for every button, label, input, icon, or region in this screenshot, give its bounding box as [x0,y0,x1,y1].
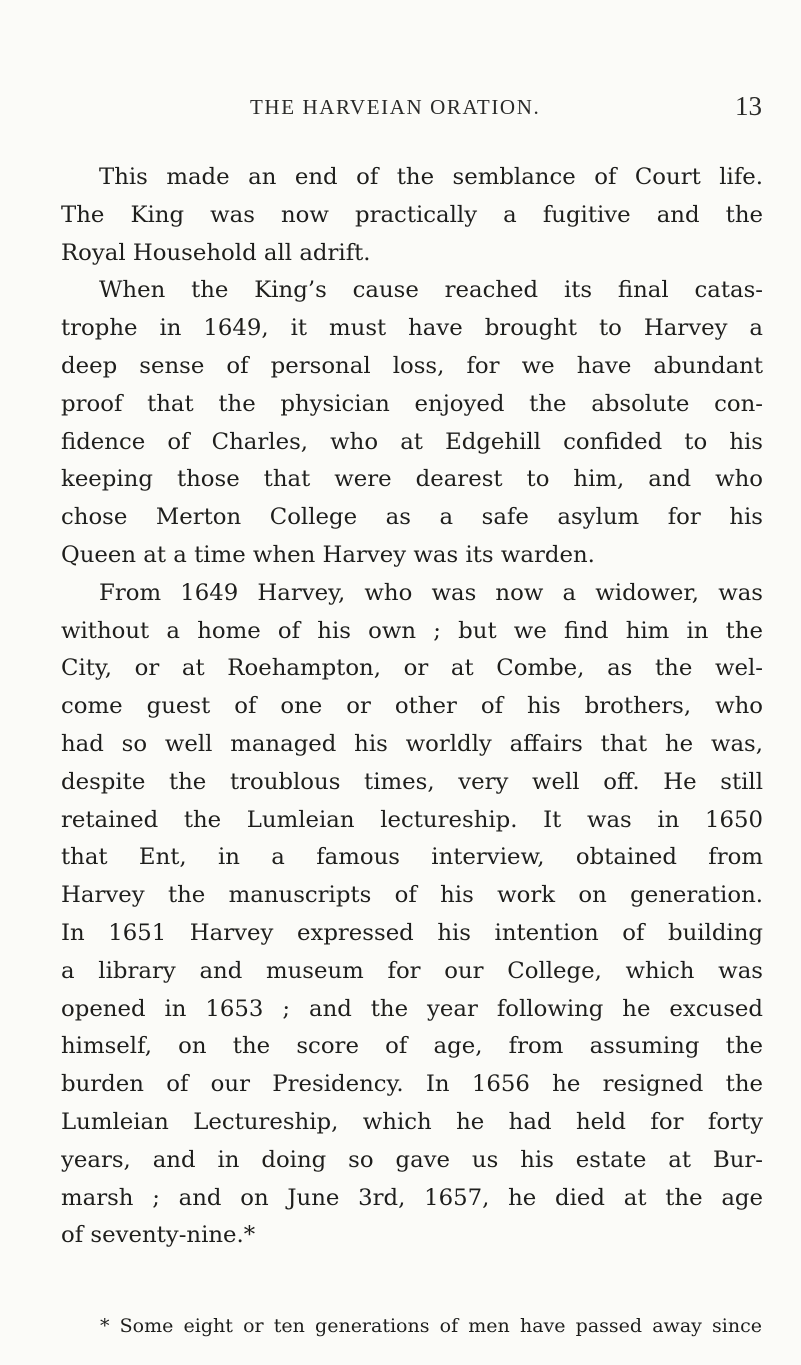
text-line: Royal Household all adrift. [61,239,371,266]
text-line: Harvey the manuscripts of his work on generation. [61,882,763,909]
text-line: despite the troublous times, very well off. He still [61,768,763,795]
text-line: years, and in doing so gave us his estate at Bur- [61,1146,763,1173]
text-line: without a home of his own ; but we find him in the [61,617,763,644]
body-text [61,159,763,1255]
running-head: THE HARVEIAN ORATION. [250,95,541,119]
text-line: In 1651 Harvey expressed his intention of building [61,919,763,946]
text-line: deep sense of personal loss, for we have abundant [61,352,763,379]
text-line: From 1649 Harvey, who was now a widower, was [99,579,763,606]
page-header [250,91,762,129]
text-line: This made an end of the semblance of Court life. [99,164,763,190]
text-line: of seventy-nine.* [61,1222,256,1249]
text-line: Queen at a time when Harvey was its warden. [61,541,595,568]
text-line: marsh ; and on June 3rd, 1657, he died at the age [61,1184,763,1211]
text-line: opened in 1653 ; and the year following he excused [61,995,763,1022]
text-line: Lumleian Lectureship, which he had held for forty [61,1108,763,1135]
text-line: that Ent, in a famous interview, obtained from [61,844,763,871]
text-line: come guest of one or other of his brothers, who [61,693,763,720]
text-line: proof that the physician enjoyed the absolute con- [61,390,763,417]
text-line: City, or at Roehampton, or at Combe, as the wel- [61,655,763,682]
text-line: The King was now practically a fugitive and the [61,201,763,228]
text-line: himself, on the score of age, from assuming the [61,1033,763,1060]
text-line: had so well managed his worldly affairs that he was, [61,730,763,757]
text-line: keeping those that were dearest to him, and who [61,466,763,493]
text-line: a library and museum for our College, which was [61,957,763,984]
text-line: When the King’s cause reached its final catas- [99,277,763,304]
text-line: fidence of Charles, who at Edgehill confided to his [61,428,763,455]
footnote: * Some eight or ten generations of men have passed away since [100,1315,762,1337]
text-line: trophe in 1649, it must have brought to Harvey a [61,315,763,342]
text-line: burden of our Presidency. In 1656 he resigned the [61,1071,763,1098]
text-line: retained the Lumleian lectureship. It was in 1650 [61,806,763,833]
text-line: chose Merton College as a safe asylum for his [61,504,763,531]
page-number: 13 [735,91,762,121]
